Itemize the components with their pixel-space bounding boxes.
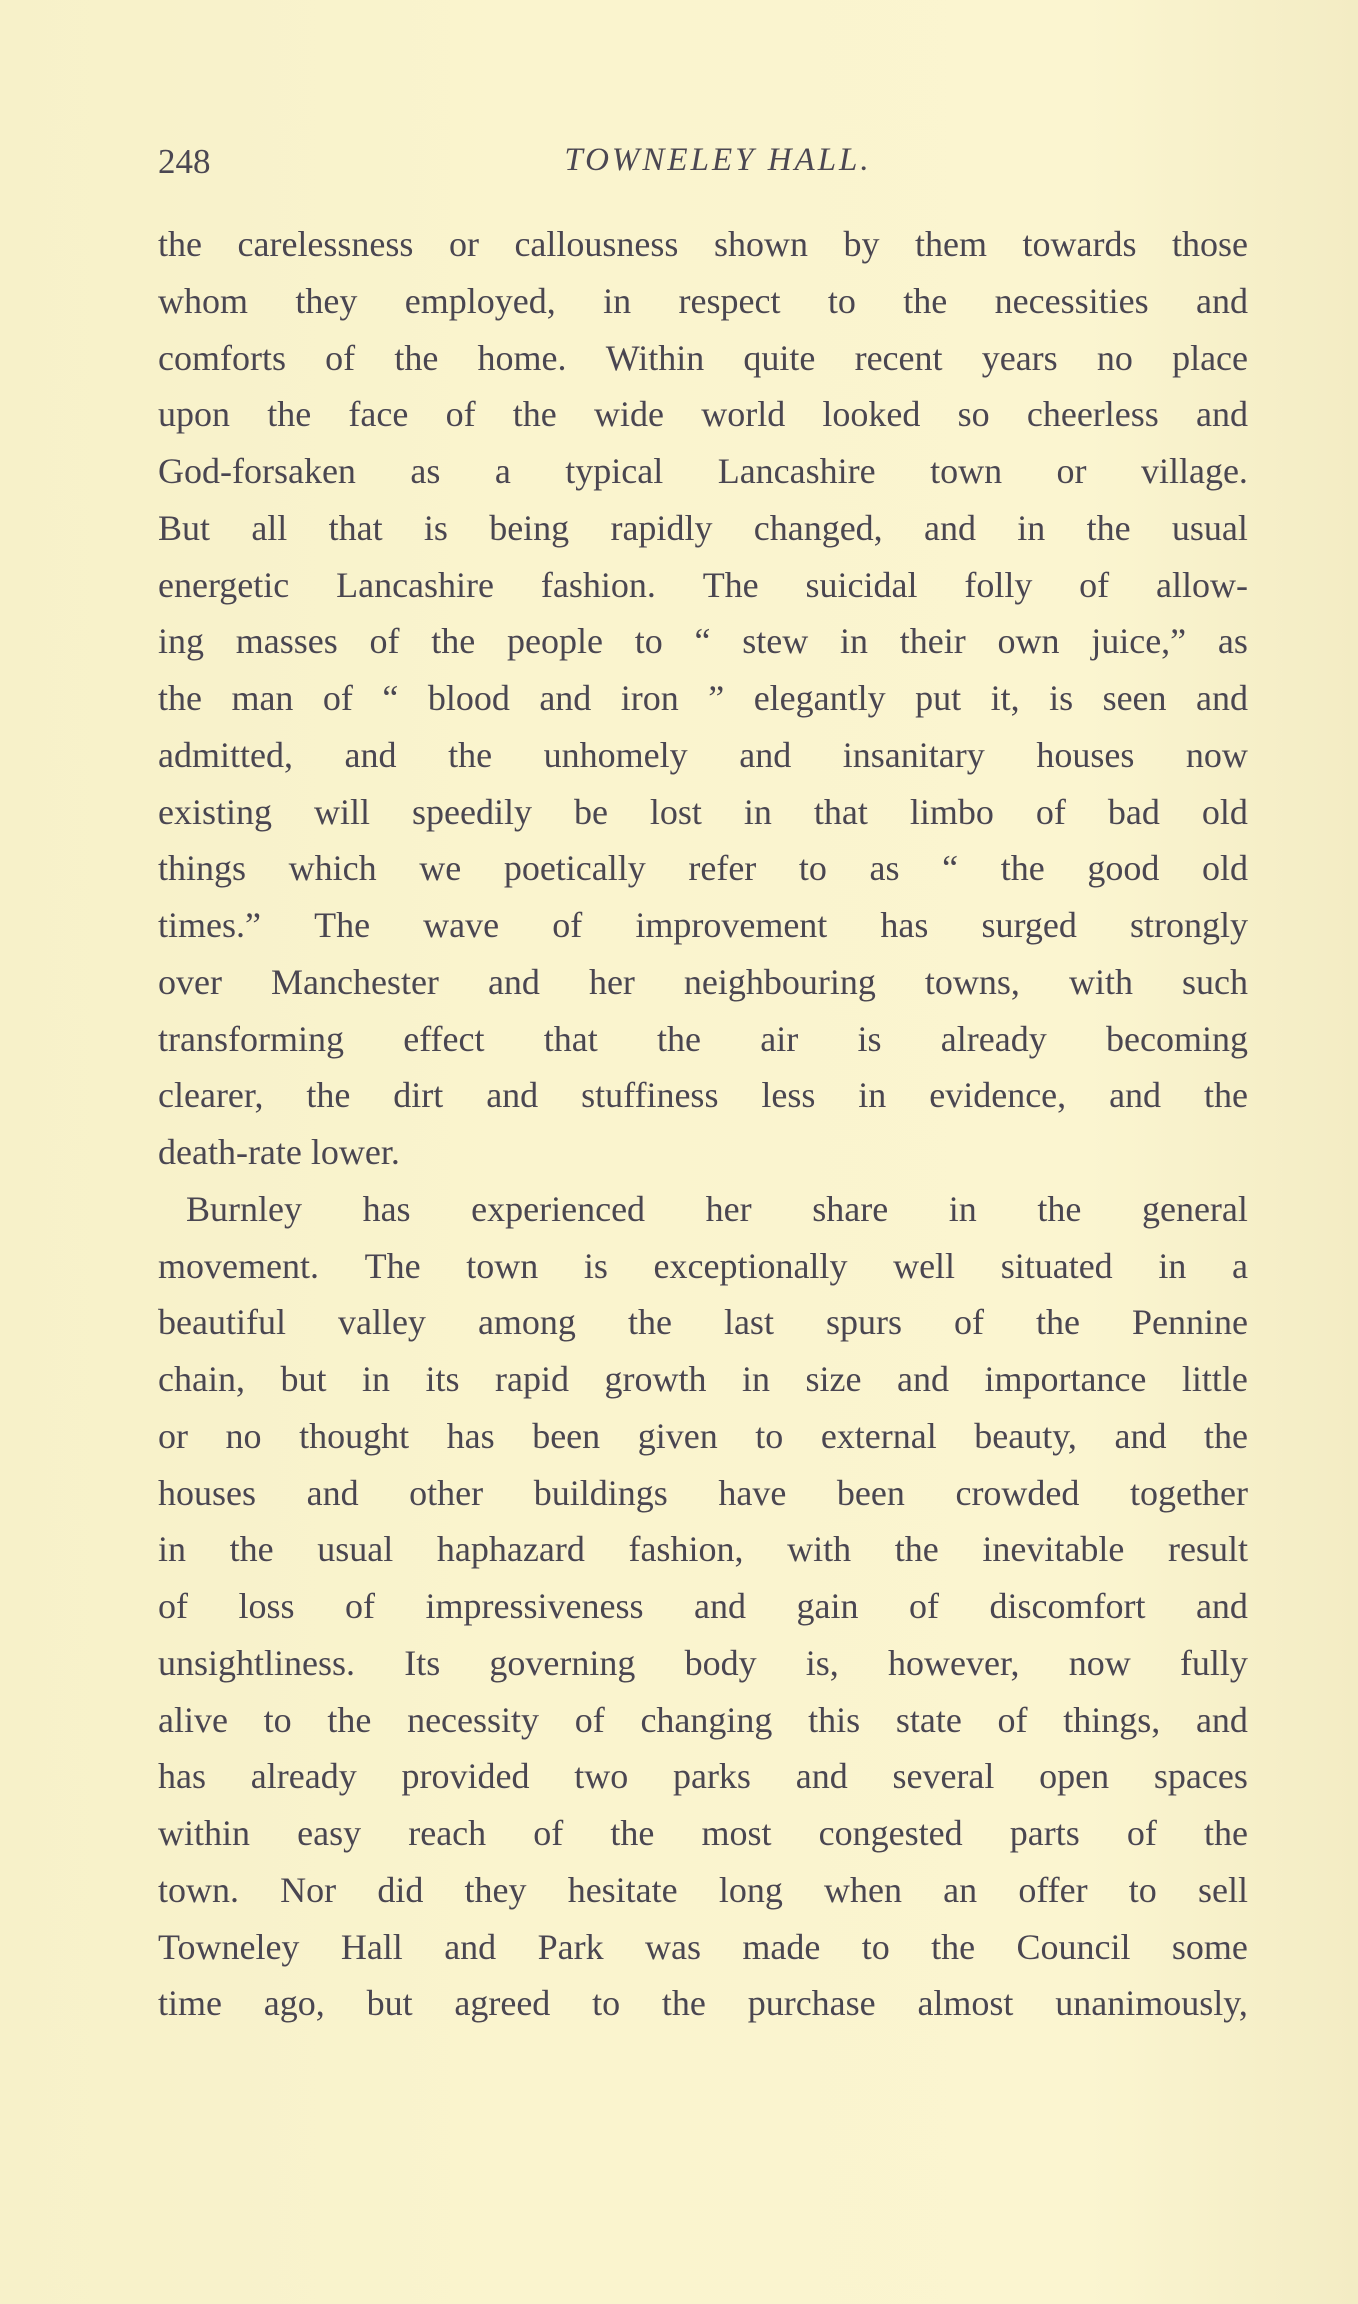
text-line: clearer, the dirt and stuffiness less in evidence, and the [158, 1075, 1248, 1116]
text-line: energetic Lancashire fashion. The suicidal folly of allow- [158, 564, 1248, 605]
text-line: beautiful valley among the last spurs of the Pennine [158, 1302, 1248, 1343]
page-number: 248 [158, 142, 211, 181]
text-line: has already provided two parks and several open spaces [158, 1756, 1248, 1797]
text-line: town. Nor did they hesitate long when an offer to sell [158, 1869, 1248, 1910]
paragraph [158, 1181, 1248, 2032]
text-line: in the usual haphazard fashion, with the inevitable result [158, 1529, 1248, 1570]
running-title: TOWNELEY HALL. [564, 142, 872, 178]
text-line: or no thought has been given to external beauty, and the [158, 1415, 1248, 1456]
text-line: whom they employed, in respect to the necessities and [158, 280, 1248, 321]
text-line: alive to the necessity of changing this state of things, and [158, 1699, 1248, 1740]
text-line: time ago, but agreed to the purchase almost unanimously, [158, 1983, 1248, 2024]
text-line: Towneley Hall and Park was made to the Council some [158, 1926, 1248, 1967]
text-line: houses and other buildings have been crowded together [158, 1472, 1248, 1513]
paragraph [158, 216, 1248, 1181]
text-line: But all that is being rapidly changed, and in the usual [158, 507, 1248, 548]
text-line: chain, but in its rapid growth in size and importance little [158, 1359, 1248, 1399]
text-line: death-rate lower. [158, 1132, 400, 1172]
text-line: unsightliness. Its governing body is, however, now fully [158, 1642, 1248, 1683]
text-line: of loss of impressiveness and gain of discomfort and [158, 1586, 1248, 1626]
text-line: the man of “ blood and iron ” elegantly put it, is seen and [158, 678, 1248, 718]
text-line: transforming effect that the air is already becoming [158, 1018, 1248, 1059]
body-text [158, 216, 1248, 2032]
text-line: the carelessness or callousness shown by them towards those [158, 224, 1248, 264]
text-line: Burnley has experienced her share in the general [186, 1188, 1248, 1229]
text-line: things which we poetically refer to as “ the good old [158, 848, 1248, 889]
text-line: within easy reach of the most congested parts of the [158, 1813, 1248, 1853]
text-line: movement. The town is exceptionally well situated in a [158, 1245, 1248, 1286]
running-head [158, 142, 1248, 192]
text-line: God-forsaken as a typical Lancashire town or village. [158, 451, 1248, 491]
text-line: over Manchester and her neighbouring towns, with such [158, 961, 1248, 1002]
text-line: ing masses of the people to “ stew in their own juice,” as [158, 621, 1248, 662]
text-line: times.” The wave of improvement has surged strongly [158, 905, 1248, 945]
text-line: admitted, and the unhomely and insanitary houses now [158, 734, 1248, 775]
text-line: upon the face of the wide world looked so cheerless and [158, 394, 1248, 435]
text-line: comforts of the home. Within quite recent years no place [158, 337, 1248, 378]
text-line: existing will speedily be lost in that limbo of bad old [158, 791, 1248, 832]
